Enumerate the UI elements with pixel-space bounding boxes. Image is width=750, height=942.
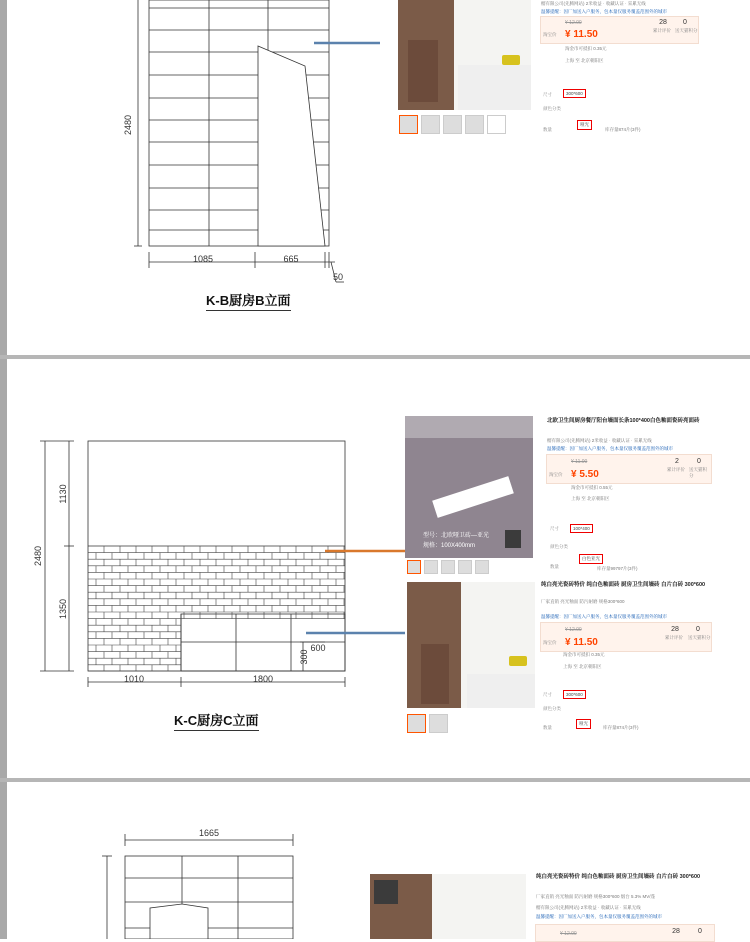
elevation-d-drawing (0, 782, 360, 939)
product-4-pricebox (535, 924, 715, 942)
dim-c-small-h: 300 (299, 649, 309, 665)
old-price: ¥ 12.00 (565, 20, 582, 26)
thumbnail[interactable] (407, 714, 426, 733)
elevation-b-drawing (0, 0, 380, 355)
thumbnail[interactable] (475, 560, 489, 574)
product-3-promo: 淘金币可抵扣 0.35元 (563, 652, 605, 657)
sales-count: 28 (659, 19, 667, 26)
sales-label: 累计评价 (667, 467, 685, 472)
dim-c-w1: 1010 (123, 674, 145, 684)
product-4-notice: 温馨提醒：因厂加送入户服务，包本量仅服务覆盖范围外的城市 (536, 914, 662, 919)
product-4-meta: 厂家直销 亮光釉面 防污耐磨 规格300*600 烟台 5.3% MV/蓬 (536, 894, 656, 899)
product-1-meta: 榴有限公司(先腾网站) 2米收益 · 收藏认证 · 采累无线 (541, 1, 646, 6)
product-2-title: 北欧卫生间厨房餐厅阳台墙面长条100*400白色釉面瓷砖亮面砖 (547, 418, 700, 424)
product-3-notice: 温馨提醒：因厂加送入户服务，包本量仅服务覆盖范围外的城市 (541, 614, 667, 619)
dim-c-height: 2480 (33, 545, 43, 567)
product-card-2 (405, 414, 717, 576)
thumbnail[interactable] (421, 115, 440, 134)
dim-b-w2: 665 (283, 254, 299, 264)
dim-c-upper: 1130 (58, 484, 68, 504)
reviews-label: 送天猫积分 (689, 467, 707, 478)
dim-b-height: 2480 (123, 114, 133, 136)
reviews-label: 送天猫积分 (675, 28, 698, 33)
product-card-4 (368, 868, 718, 939)
qty-label: 数量 (543, 127, 552, 132)
reviews-count: 0 (696, 626, 700, 633)
dim-b-w3: 50 (332, 272, 344, 282)
product-2-size-option[interactable]: 100*400 (570, 524, 593, 533)
product-3-thumbs (407, 714, 448, 733)
thumbnail[interactable] (487, 115, 506, 134)
elevation-c-caption: K-C厨房C立面 (174, 710, 259, 731)
reviews-count: 0 (683, 19, 687, 26)
product-2-image[interactable] (405, 416, 533, 558)
product-2-ship: 上海 至 北京朝阳区 (571, 496, 610, 501)
product-2-meta: 榴有限公司(先腾网站) 2米收益 · 收藏认证 · 采累无线 (547, 438, 652, 443)
product-1-size-option[interactable]: 300*600 (563, 89, 586, 98)
price-label: 淘宝价 (543, 640, 557, 645)
product-4-meta2: 榴有限公司(先腾网站) 2米收益 · 收藏认证 · 采累无线 (536, 905, 641, 910)
size-label: 尺寸 (543, 692, 552, 697)
product-1-pricebox (540, 16, 699, 44)
product-1-stock: 库存量874片(3件) (605, 127, 641, 132)
thumbnail[interactable] (424, 560, 438, 574)
old-price: ¥ 11.00 (571, 459, 588, 465)
thumbnail[interactable] (429, 714, 448, 733)
product-4-image[interactable] (370, 874, 526, 939)
product-1-promo: 淘金币可抵扣 0.35元 (565, 46, 607, 51)
thumbnail[interactable] (407, 560, 421, 574)
type-label: 颜色分类 (550, 544, 568, 549)
product-2-img-caption1: 型号：北欧哑卫砖—亚光 (423, 533, 490, 539)
dim-b-w1: 1085 (192, 254, 214, 264)
product-card-1 (393, 0, 705, 140)
thumbnail[interactable] (443, 115, 462, 134)
type-label: 颜色分类 (543, 706, 561, 711)
product-2-pricebox (546, 454, 712, 484)
product-2-stock: 库存量99797片(3件) (597, 566, 638, 571)
sales-count: 28 (671, 626, 679, 633)
sales-count: 2 (675, 458, 679, 465)
thumbnail[interactable] (458, 560, 472, 574)
product-2-thumbs (407, 560, 489, 574)
dim-c-w2: 1800 (252, 674, 274, 684)
dim-c-lower: 1350 (58, 598, 68, 620)
elevation-b-caption: K-B厨房B立面 (206, 290, 291, 311)
product-3-stock: 库存量874片(3件) (603, 725, 639, 730)
reviews-count: 0 (697, 458, 701, 465)
price-label: 淘宝价 (549, 472, 563, 477)
product-3-meta: 厂家直销 亮光釉面 防污耐磨 规格300*600 (541, 599, 625, 604)
reviews-count: 0 (698, 928, 702, 935)
product-card-3 (405, 578, 717, 738)
reviews-label: 送天猫积分 (688, 635, 711, 640)
product-1-thumbs (399, 115, 506, 134)
size-label: 尺寸 (550, 526, 559, 531)
qty-label: 数量 (550, 564, 559, 569)
product-4-title: 纯白亮光瓷砖特价 纯白色釉面砖 厨房卫生间墙砖 白片白砖 300*600 (536, 874, 701, 880)
type-label: 颜色分类 (543, 106, 561, 111)
product-2-type-option[interactable]: 白色亚光 (579, 554, 603, 564)
thumbnail[interactable] (465, 115, 484, 134)
qty-label: 数量 (543, 725, 552, 730)
dim-c-small-w: 600 (310, 643, 326, 653)
product-1-ship: 上海 至 北京朝阳区 (565, 58, 604, 63)
product-2-promo: 淘金币可抵扣 0.55元 (571, 485, 613, 490)
product-3-ship: 上海 至 北京朝阳区 (563, 664, 602, 669)
product-2-img-caption2: 规格：100X400mm (423, 543, 476, 549)
product-1-type-option[interactable]: 哑光 (577, 120, 592, 130)
product-3-size-option[interactable]: 300*600 (563, 690, 586, 699)
product-3-pricebox (540, 622, 712, 652)
product-2-price: ¥ 5.50 (571, 469, 599, 480)
old-price: ¥ 12.00 (565, 627, 582, 633)
sales-label: 累计评价 (665, 635, 683, 640)
product-1-image[interactable] (398, 0, 531, 110)
price-label: 淘宝价 (543, 32, 557, 37)
thumbnail[interactable] (399, 115, 418, 134)
elevation-c-drawing (0, 359, 420, 739)
product-3-price: ¥ 11.50 (565, 637, 598, 648)
product-1-notice: 温馨提醒：因厂加送入户服务，包本量仅服务覆盖范围外的城市 (541, 9, 667, 14)
sales-count: 28 (672, 928, 680, 935)
thumbnail[interactable] (441, 560, 455, 574)
size-label: 尺寸 (543, 92, 552, 97)
dim-d-width: 1665 (198, 828, 220, 838)
sales-label: 累计评价 (653, 28, 671, 33)
product-3-type-option[interactable]: 哑光 (576, 719, 591, 729)
product-3-image[interactable] (407, 582, 535, 708)
product-1-price: ¥ 11.50 (565, 29, 598, 40)
product-3-title: 纯白亮光瓷砖特价 纯白色釉面砖 厨房卫生间墙砖 白片白砖 300*600 (541, 582, 706, 588)
old-price: ¥ 12.00 (560, 931, 577, 937)
product-2-notice: 温馨提醒：因厂加送入户服务，包本量仅服务覆盖范围外的城市 (547, 446, 673, 451)
